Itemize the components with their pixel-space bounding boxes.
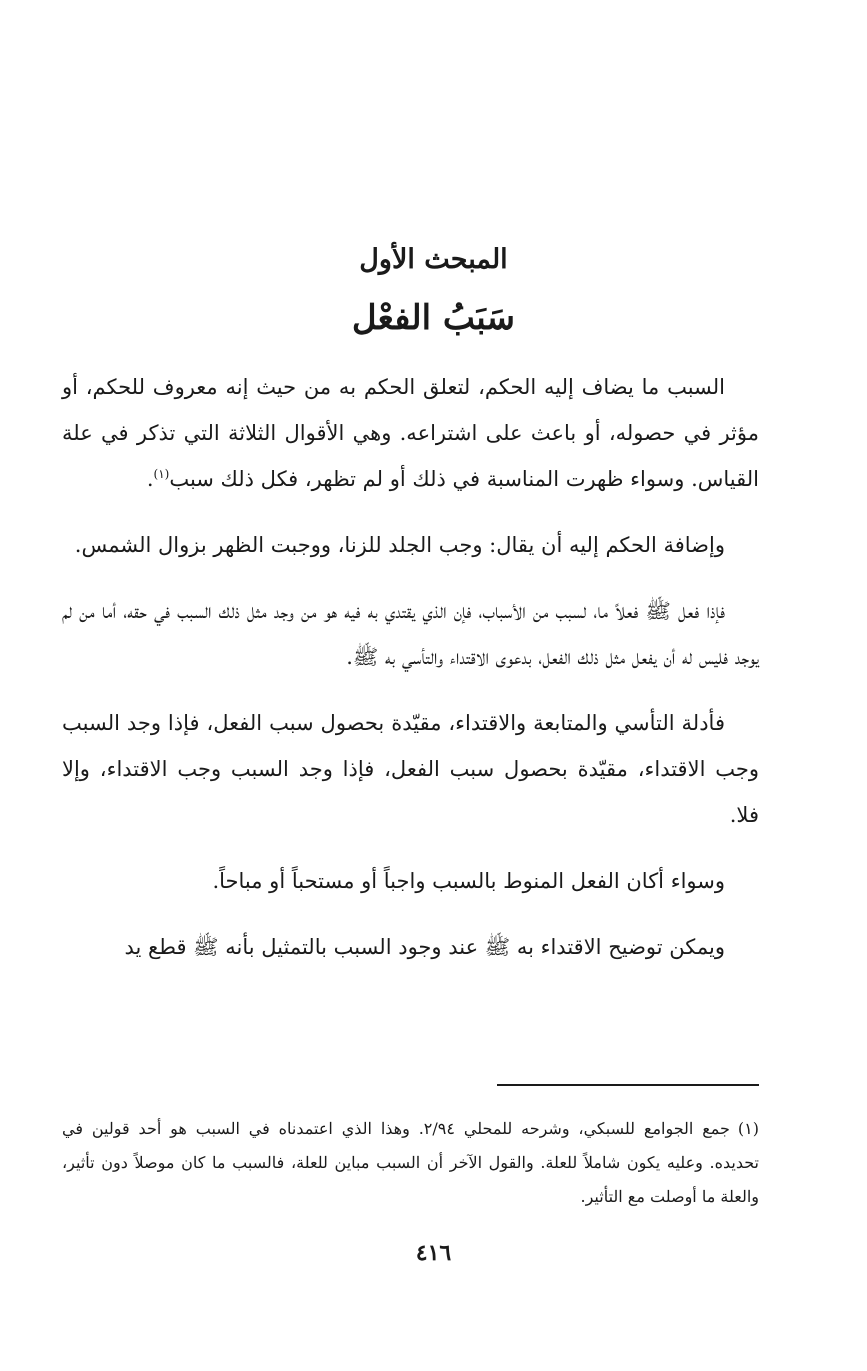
paragraph-ruling-types: وسواء أكان الفعل المنوط بالسبب واجباً أو مستحباً أو مباحاً. [212, 869, 725, 893]
paragraph-example: ويمكن توضيح الاقتداء به ﷺ عند وجود السبب بالتمثيل بأنه ﷺ قطع يد [124, 935, 725, 959]
topic-title: سَبَبُ الفعْل [351, 298, 516, 338]
section-title: المبحث الأول [359, 244, 508, 275]
paragraph-definition-end: . [146, 467, 154, 491]
paragraph-evidence: فأدلة التأسي والمتابعة والاقتداء، مقيّدة بحصول سبب الفعل، فإذا وجد السبب وجب الاقتداء، مقيّدة بحصول سبب الفعل، فإذا وجد السبب وجب الاقتداء، وإلا فلا. [62, 711, 759, 827]
footnote-text: جمع الجوامع للسبكي، وشرحه للمحلي ٢/٩٤. وهذا الذي اعتمدناه في السبب هو أحد قولين في تحديده. وعليه يكون شاملاً للعلة. والقول الآخر أن السبب مباين للعلة، فالسبب ما كان موصلاً دون تأثير، والعلة ما أوصلت مع التأثير. [62, 1119, 759, 1206]
paragraph-attribution: وإضافة الحكم إليه أن يقال: وجب الجلد للزنا، ووجبت الظهر بزوال الشمس. [74, 533, 725, 557]
footnote-reference[interactable]: (١) [153, 467, 170, 481]
body-text [62, 364, 759, 970]
footnote-divider [497, 1084, 759, 1086]
paragraph-definition-text: السبب ما يضاف إليه الحكم، لتعلق الحكم به من حيث إنه معروف للحكم، أو مؤثر في حصوله، أو باعث على اشتراعه. وهي الأقوال الثلاثة التي تذكر في علة القياس. وسواء ظهرت المناسبة في ذلك أو لم تظهر، فكل ذلك سبب [62, 375, 759, 491]
footnote-item [62, 1112, 759, 1214]
paragraph-definition [62, 364, 759, 502]
footnote-number: (١) [737, 1119, 759, 1138]
paragraph-cause-of-action: فإذا فعل ﷺ فعلاً ما، لسبب من الأسباب، فإن الذي يقتدي به فيه هو من وجد مثل ذلك السبب في حقه، أما من لم يوجد فليس له أن يفعل مثل ذلك الفعل، بدعوى الاقتداء والتأسي به ﷺ. [62, 599, 759, 669]
page-number: ٤١٦ [415, 1240, 452, 1266]
footnotes [62, 1112, 759, 1214]
